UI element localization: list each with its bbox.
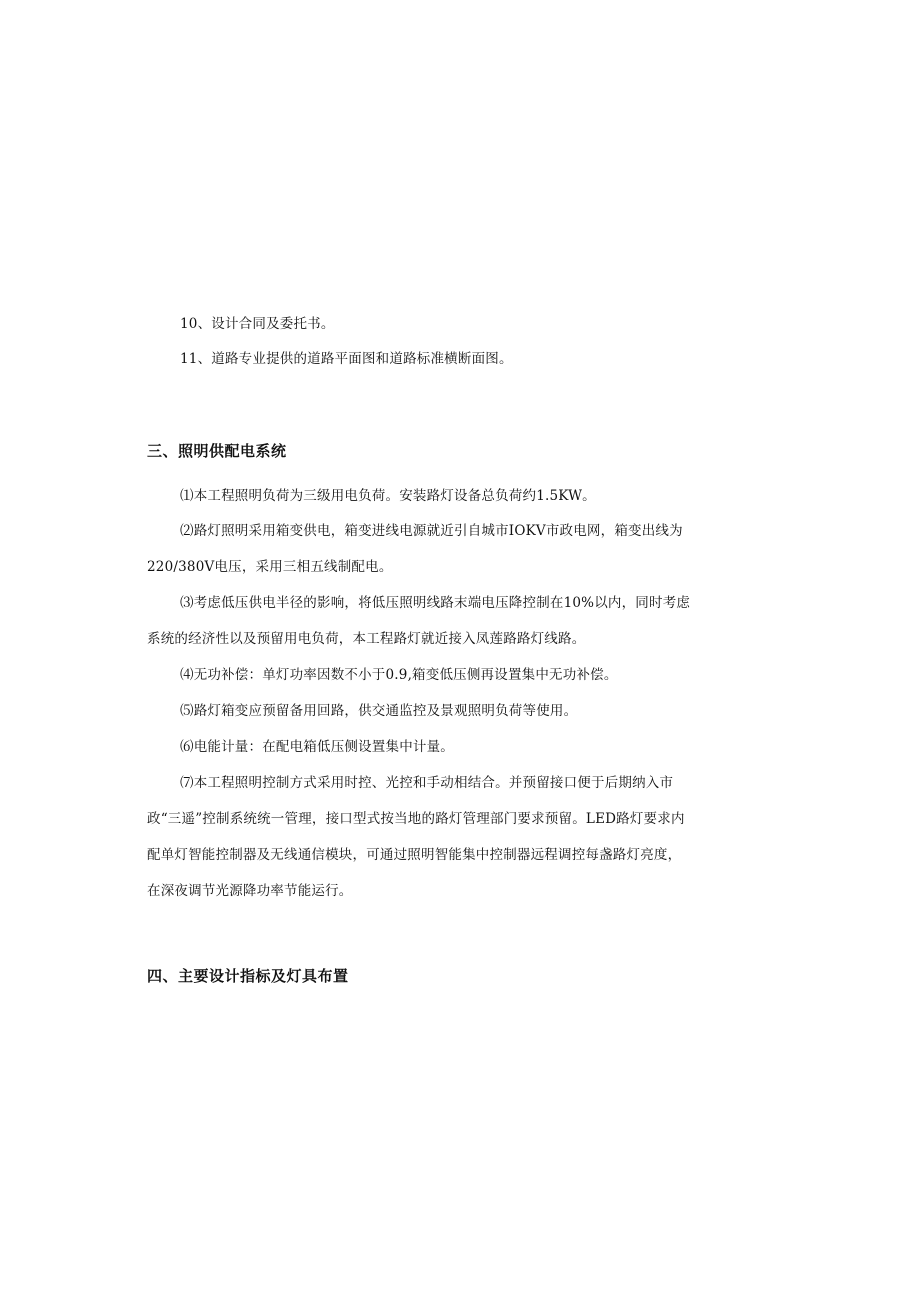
reference-item-10: 10、设计合同及委托书。 [180,316,335,332]
paragraph-2-line-2: 220/380V电压，采用三相五线制配电。 [147,559,393,575]
paragraph-6: ⑹电能计量：在配电箱低压侧设置集中计量。 [180,739,454,755]
section-3-heading: 三、照明供配电系统 [147,442,287,460]
paragraph-2-line-1: ⑵路灯照明采用箱变供电，箱变进线电源就近引自城市IOKV市政电网，箱变出线为 [180,523,683,539]
paragraph-7-line-2: 政“三遥”控制系统统一管理，接口型式按当地的路灯管理部门要求预留。LED路灯要求内 [147,811,685,827]
paragraph-7-line-3: 配单灯智能控制器及无线通信模块，可通过照明智能集中控制器远程调控每盏路灯亮度， [147,847,682,863]
paragraph-7-line-1: ⑺本工程照明控制方式采用时控、光控和手动相结合。并预留接口便于后期纳入市 [180,775,674,791]
reference-item-11: 11、道路专业提供的道路平面图和道路标准横断面图。 [180,351,513,367]
paragraph-4: ⑷无功补偿：单灯功率因数不小于0.9,箱变低压侧再设置集中无功补偿。 [180,667,618,683]
paragraph-7-line-4: 在深夜调节光源降功率节能运行。 [147,883,353,899]
paragraph-3-line-2: 系统的经济性以及预留用电负荷，本工程路灯就近接入凤莲路路灯线路。 [147,631,586,647]
paragraph-1: ⑴本工程照明负荷为三级用电负荷。安装路灯设备总负荷约1.5KW。 [180,488,596,504]
section-4-heading: 四、主要设计指标及灯具布置 [147,967,349,985]
paragraph-3-line-1: ⑶考虑低压供电半径的影响，将低压照明线路末端电压降控制在10%以内，同时考虑 [180,595,691,611]
paragraph-5: ⑸路灯箱变应预留备用回路，供交通监控及景观照明负荷等使用。 [180,703,578,719]
